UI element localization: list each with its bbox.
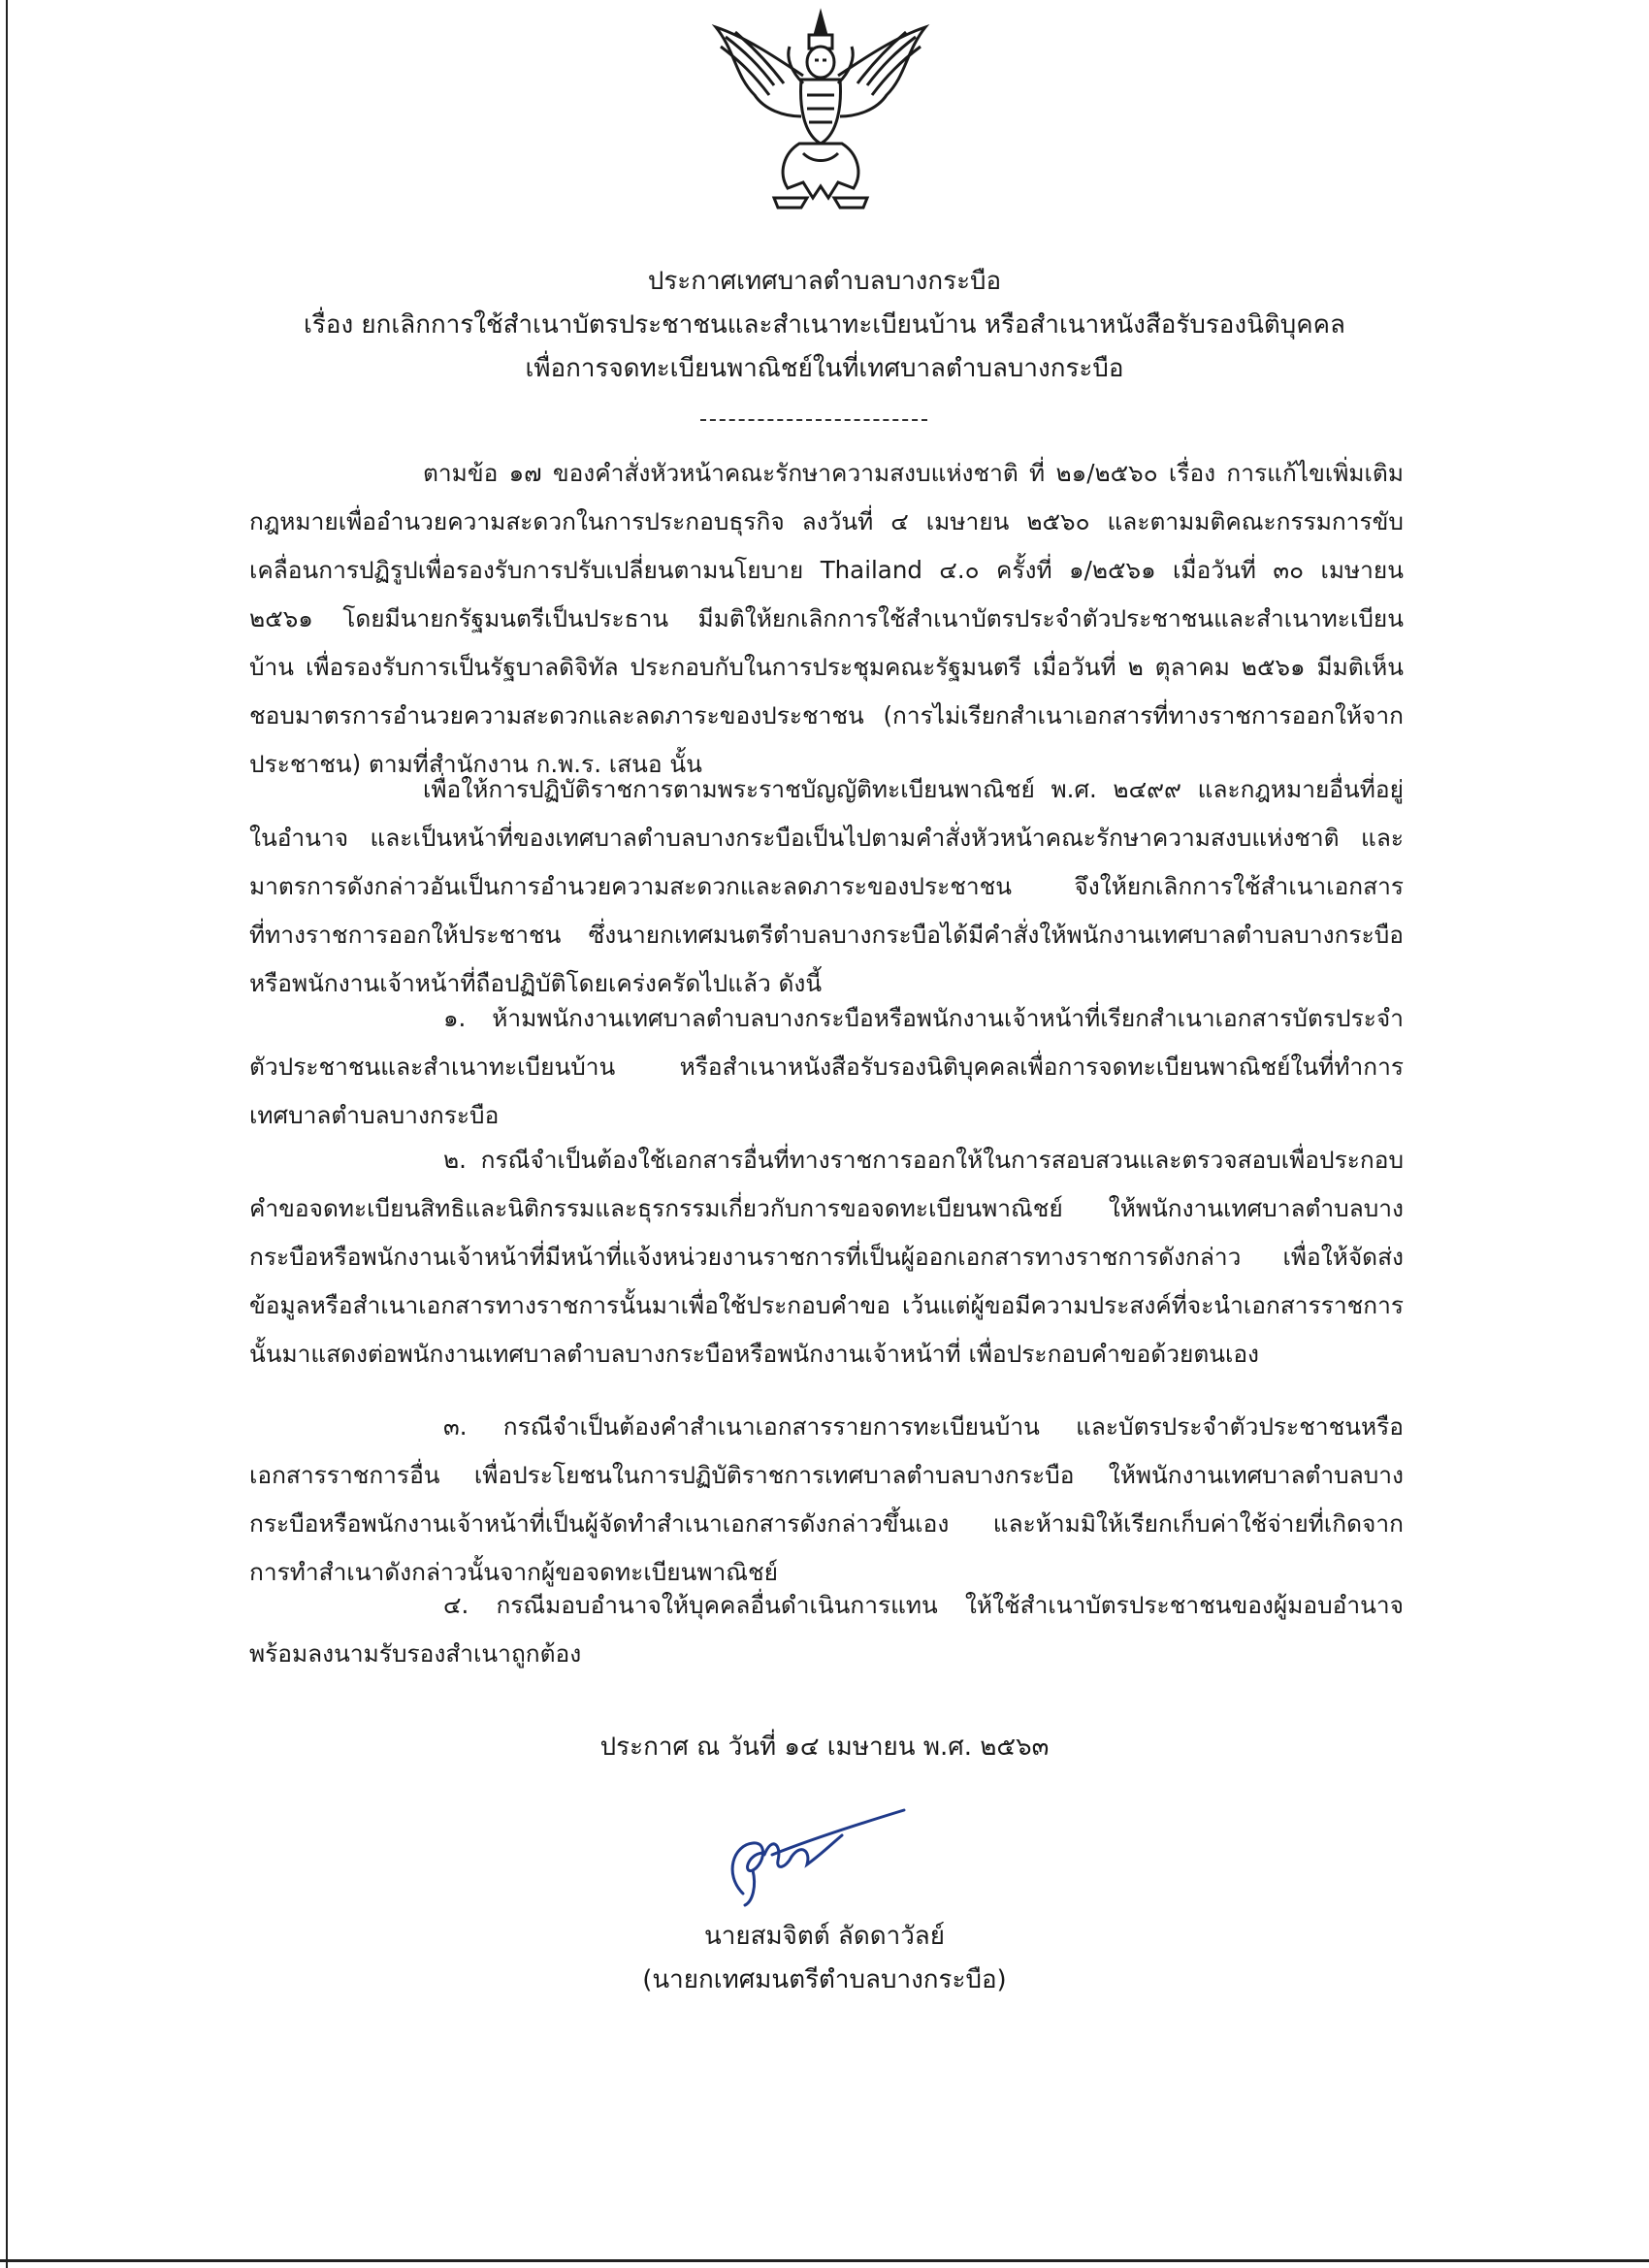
header-divider [700,419,927,421]
subject-line-2: เพื่อการจดทะเบียนพาณิชย์ในที่เทศบาลตำบลบางกระบือ [525,354,1124,383]
body-section-1 [249,449,1404,789]
list-item-4: ๔. กรณีมอบอำนาจให้บุคคลอื่นดำเนินการแทน ให้ใช้สำเนาบัตรประชาชนของผู้มอบอำนาจพร้อมลงนามรับรองสำเนาถูกต้อง [249,1591,1404,1668]
announcement-date: ประกาศ ณ วันที่ ๑๔ เมษายน พ.ศ. ๒๕๖๓ [599,1733,1050,1762]
handwritten-signature [714,1797,908,1913]
list-item-2: ๒. กรณีจำเป็นต้องใช้เอกสารอื่นที่ทางราชการออกให้ในการสอบสวนและตรวจสอบเพื่อประกอบคำขอจดทะเบียนสิทธิและนิติกรรมและธุรกรรมเกี่ยวกับการขอจดทะเบียนพาณิชย์ ให้พนักงานเทศบาลตำบลบางกระบือหรือพนักงานเจ้าหน้าที่มีหน้าที่แจ้งหน่วยงานราชการที่เป็นผู้ออกเอกสารทางราชการดังกล่าว เพื่อให้จัดส่งข้อมูลหรือสำเนาเอกสารทางราชการนั้นมาเพื่อใช้ประกอบคำขอ เว้นแต่ผู้ขอมีความประสงค์ที่จะนำเอกสารราชการนั้นมาแสดงต่อพนักงานเทศบาลตำบลบางกระบือหรือพนักงานเจ้าหน้าที่ เพื่อประกอบคำขอด้วยตนเอง [249,1146,1404,1368]
list-item-3: ๓. กรณีจำเป็นต้องคำสำเนาเอกสารรายการทะเบียนบ้าน และบัตรประจำตัวประชาชนหรือเอกสารราชการอื่น เพื่อประโยชนในการปฏิบัติราชการเทศบาลตำบลบางกระบือ ให้พนักงานเทศบาลตำบลบางกระบือหรือพนักงานเจ้าหน้าที่เป็นผู้จัดทำสำเนาเอกสารดังกล่าวขึ้นเอง และห้ามมิให้เรียกเก็บค่าใช้จ่ายที่เกิดจากการทำสำเนาดังกล่าวนั้นจากผู้ขอจดทะเบียนพาณิชย์ [249,1412,1404,1586]
body-section-2 [249,765,1404,1008]
list-item-1: ๑. ห้ามพนักงานเทศบาลตำบลบางกระบือหรือพนักงานเจ้าหน้าที่เรียกสำเนาเอกสารบัตรประจำตัวประชาชนและสำเนาทะเบียนบ้าน หรือสำเนาหนังสือรับรองนิติบุคคลเพื่อการจดทะเบียนพาณิชย์ในที่ทำการเทศบาลตำบลบางกระบือ [249,1004,1404,1129]
signer-name: นายสมจิตต์ ลัดดาวัลย์ [704,1922,945,1951]
body-section-3 [249,994,1404,1140]
paragraph-2: เพื่อให้การปฏิบัติราชการตามพระราชบัญญัติทะเบียนพาณิชย์ พ.ศ. ๒๔๙๙ และกฎหมายอื่นที่อยู่ในอำนาจ และเป็นหน้าที่ของเทศบาลตำบลบางกระบือเป็นไปตามคำสั่งหัวหน้าคณะรักษาความสงบแห่งชาติ และมาตรการดังกล่าวอันเป็นการอำนวยความสะดวกและลดภาระของประชาชน จึงให้ยกเลิกการใช้สำเนาเอกสารที่ทางราชการออกให้ประชาชน ซึ่งนายกเทศมนตรีตำบลบางกระบือได้มีคำสั่งให้พนักงานเทศบาลตำบลบางกระบือหรือพนักงานเจ้าหน้าที่ถือปฏิบัติโดยเคร่งครัดไปแล้ว ดังนี้ [249,775,1404,997]
paragraph-1: ตามข้อ ๑๗ ของคำสั่งหัวหน้าคณะรักษาความสงบแห่งชาติ ที่ ๒๑/๒๕๖๐ เรื่อง การแก้ไขเพิ่มเติมกฎหมายเพื่ออำนวยความสะดวกในการประกอบธุรกิจ ลงวันที่ ๔ เมษายน ๒๕๖๐ และตามมติคณะกรรมการขับเคลื่อนการปฏิรูปเพื่อรองรับการปรับเปลี่ยนตามนโยบาย Thailand ๔.๐ ครั้งที่ ๑/๒๕๖๑ เมื่อวันที่ ๓๐ เมษายน ๒๕๖๑ โดยมีนายกรัฐมนตรีเป็นประธาน มีมติให้ยกเลิกการใช้สำเนาบัตรประจำตัวประชาชนและสำเนาทะเบียนบ้าน เพื่อรองรับการเป็นรัฐบาลดิจิทัล ประกอบกับในการประชุมคณะรัฐมนตรี เมื่อวันที่ ๒ ตุลาคม ๒๕๖๑ มีมติเห็นชอบมาตรการอำนวยความสะดวกและลดภาระของประชาชน (การไม่เรียกสำเนาเอกสารที่ทางราชการออกให้จากประชาชน) ตามที่สำนักงาน ก.พ.ร. เสนอ นั้น [249,459,1404,778]
document-header [0,260,1649,391]
body-section-5 [249,1403,1404,1597]
body-section-6 [249,1581,1404,1678]
page-edge-bottom [0,2259,1649,2262]
signer-title: (นายกเทศมนตรีตำบลบางกระบือ) [642,1965,1007,1994]
body-section-4 [249,1136,1404,1378]
garuda-emblem-icon [706,8,935,213]
subject-line-1: เรื่อง ยกเลิกการใช้สำเนาบัตรประชาชนและสำเนาทะเบียนบ้าน หรือสำเนาหนังสือรับรองนิติบุคคล [304,310,1345,340]
document-title: ประกาศเทศบาลตำบลบางกระบือ [647,267,1002,296]
